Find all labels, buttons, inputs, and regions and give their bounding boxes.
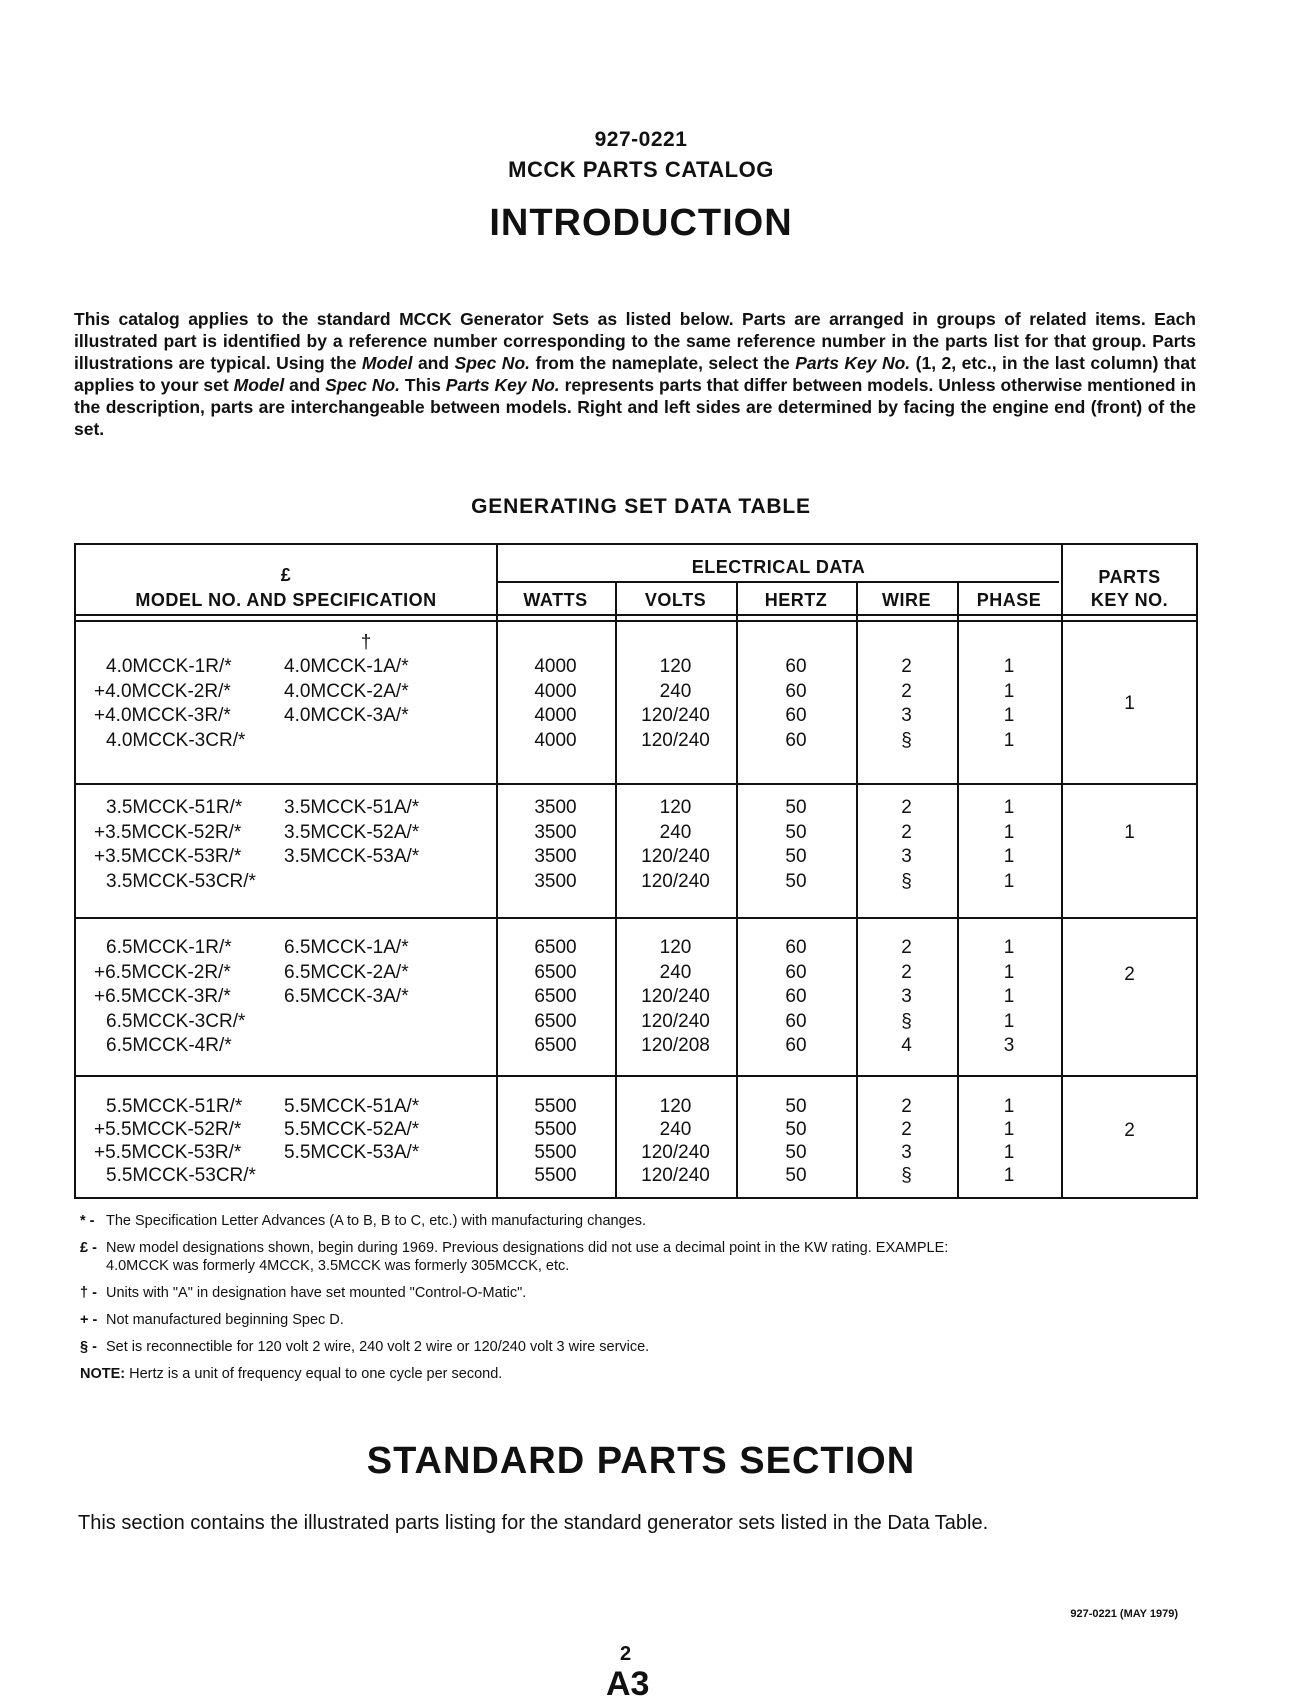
- page-number: 2: [620, 1643, 632, 1665]
- watts-group-3: 6500 6500 6500 6500 6500: [534, 937, 577, 1056]
- header-hertz: HERTZ: [764, 590, 828, 610]
- introduction-heading: INTRODUCTION: [489, 202, 793, 244]
- phase-group-1: 1 1 1 1: [1003, 656, 1015, 751]
- parts-key-group-1: 1: [1124, 693, 1135, 714]
- volts-group-3: 120 240 120/240 120/240 120/208: [641, 937, 710, 1056]
- models-r-group-1: 4.0MCCK-1R/* +4.0MCCK-2R/* +4.0MCCK-3R/* 4.0MCCK-3CR/*: [94, 656, 246, 751]
- pound-symbol: £: [280, 565, 292, 585]
- models-r-group-4: 5.5MCCK-51R/* +5.5MCCK-52R/* +5.5MCCK-53R/* 5.5MCCK-53CR/*: [94, 1096, 256, 1186]
- parts-key-group-3: 2: [1124, 964, 1135, 985]
- models-r-group-2: 3.5MCCK-51R/* +3.5MCCK-52R/* +3.5MCCK-53R/* 3.5MCCK-53CR/*: [94, 797, 256, 892]
- volts-group-2: 120 240 120/240 120/240: [641, 797, 710, 892]
- footnote-plus: + - Not manufactured beginning Spec D.: [80, 1312, 344, 1328]
- watts-group-4: 5500 5500 5500 5500: [534, 1096, 577, 1186]
- wire-group-4: 2 2 3 §: [901, 1096, 912, 1186]
- footnotes: [80, 1212, 1180, 1392]
- footnote-dagger: † - Units with "A" in designation have set mounted "Control-O-Matic".: [80, 1285, 527, 1301]
- volts-group-4: 120 240 120/240 120/240: [641, 1096, 710, 1186]
- page-stamp: A3: [606, 1665, 650, 1703]
- header-phase: PHASE: [976, 590, 1042, 610]
- models-r-group-3: 6.5MCCK-1R/* +6.5MCCK-2R/* +6.5MCCK-3R/* 6.5MCCK-3CR/* 6.5MCCK-4R/*: [94, 937, 246, 1056]
- header-electrical-data: ELECTRICAL DATA: [691, 557, 866, 577]
- wire-group-1: 2 2 3 §: [901, 656, 912, 751]
- footnote-pound: £ - New model designations shown, begin during 1969. Previous designations did not use a decimal point in the KW rating. EXAMPLE: 4.0MCCK was formerly 4MCCK, 3.5MCCK was formerly 305MCCK, etc.: [80, 1240, 949, 1274]
- dagger-symbol: †: [360, 632, 372, 653]
- row-divider: [76, 620, 1196, 622]
- document-number: 927-0221: [594, 128, 688, 151]
- footnote-note: NOTE: Hertz is a unit of frequency equal to one cycle per second.: [80, 1366, 503, 1382]
- phase-group-2: 1 1 1 1: [1003, 797, 1015, 892]
- hertz-group-2: 50 50 50 50: [785, 797, 807, 892]
- header-parts-key-line1: PARTS: [1098, 567, 1161, 587]
- header-volts: VOLTS: [644, 590, 707, 610]
- row-divider: [76, 614, 1196, 616]
- models-a-group-3: 6.5MCCK-1A/* 6.5MCCK-2A/* 6.5MCCK-3A/*: [284, 937, 409, 1007]
- row-divider: [76, 783, 1196, 785]
- watts-group-1: 4000 4000 4000 4000: [534, 656, 577, 751]
- header-watts: WATTS: [523, 590, 588, 610]
- header-model-specification: MODEL NO. AND SPECIFICATION: [135, 590, 437, 610]
- models-a-group-1: 4.0MCCK-1A/* 4.0MCCK-2A/* 4.0MCCK-3A/*: [284, 656, 409, 726]
- hertz-group-3: 60 60 60 60 60: [785, 937, 807, 1056]
- models-a-group-4: 5.5MCCK-51A/* 5.5MCCK-52A/* 5.5MCCK-53A/*: [284, 1096, 420, 1163]
- column-divider: [1061, 545, 1063, 1197]
- header-parts-key-line2: KEY NO.: [1090, 590, 1169, 610]
- footnote-asterisk: * - The Specification Letter Advances (A to B, B to C, etc.) with manufacturing changes.: [80, 1213, 647, 1229]
- generating-set-data-table: [74, 543, 1198, 1199]
- document-title: MCCK PARTS CATALOG: [508, 157, 774, 182]
- wire-group-2: 2 2 3 §: [901, 797, 912, 892]
- hertz-group-1: 60 60 60 60: [785, 656, 807, 751]
- document-date: 927-0221 (MAY 1979): [1070, 1608, 1178, 1620]
- footnote-section: § - Set is reconnectible for 120 volt 2 wire, 240 volt 2 wire or 120/240 volt 3 wire service.: [80, 1339, 650, 1355]
- parts-key-group-4: 2: [1124, 1120, 1135, 1141]
- hertz-group-4: 50 50 50 50: [785, 1096, 807, 1186]
- standard-parts-heading: STANDARD PARTS SECTION: [366, 1440, 916, 1482]
- parts-key-group-2: 1: [1124, 822, 1135, 843]
- phase-group-3: 1 1 1 1 3: [1003, 937, 1015, 1056]
- row-divider: [496, 581, 1059, 583]
- volts-group-1: 120 240 120/240 120/240: [641, 656, 710, 751]
- standard-parts-text: This section contains the illustrated parts listing for the standard generator sets listed in the Data Table.: [78, 1512, 989, 1534]
- watts-group-2: 3500 3500 3500 3500: [534, 797, 577, 892]
- wire-group-3: 2 2 3 § 4: [901, 937, 912, 1056]
- data-table-title: GENERATING SET DATA TABLE: [471, 495, 811, 518]
- phase-group-4: 1 1 1 1: [1003, 1096, 1015, 1186]
- introduction-paragraph: This catalog applies to the standard MCCK Generator Sets as listed below. Parts are arranged in groups of related items. Each illustrated part is identified by a reference number corresponding to the same reference number in the parts list for that group. Parts illustrations are typical. Using the Model and Spec No. from the nameplate, select the Parts Key No. (1, 2, etc., in the last column) that applies to your set Model and Spec No. This Parts Key No. represents parts that differ between models. Unless otherwise mentioned in the description, parts are interchangeable between models. Right and left sides are determined by facing the engine end (front) of the set.: [74, 309, 1197, 439]
- models-a-group-2: 3.5MCCK-51A/* 3.5MCCK-52A/* 3.5MCCK-53A/*: [284, 797, 420, 867]
- row-divider: [76, 1075, 1196, 1077]
- row-divider: [76, 917, 1196, 919]
- header-wire: WIRE: [882, 590, 931, 610]
